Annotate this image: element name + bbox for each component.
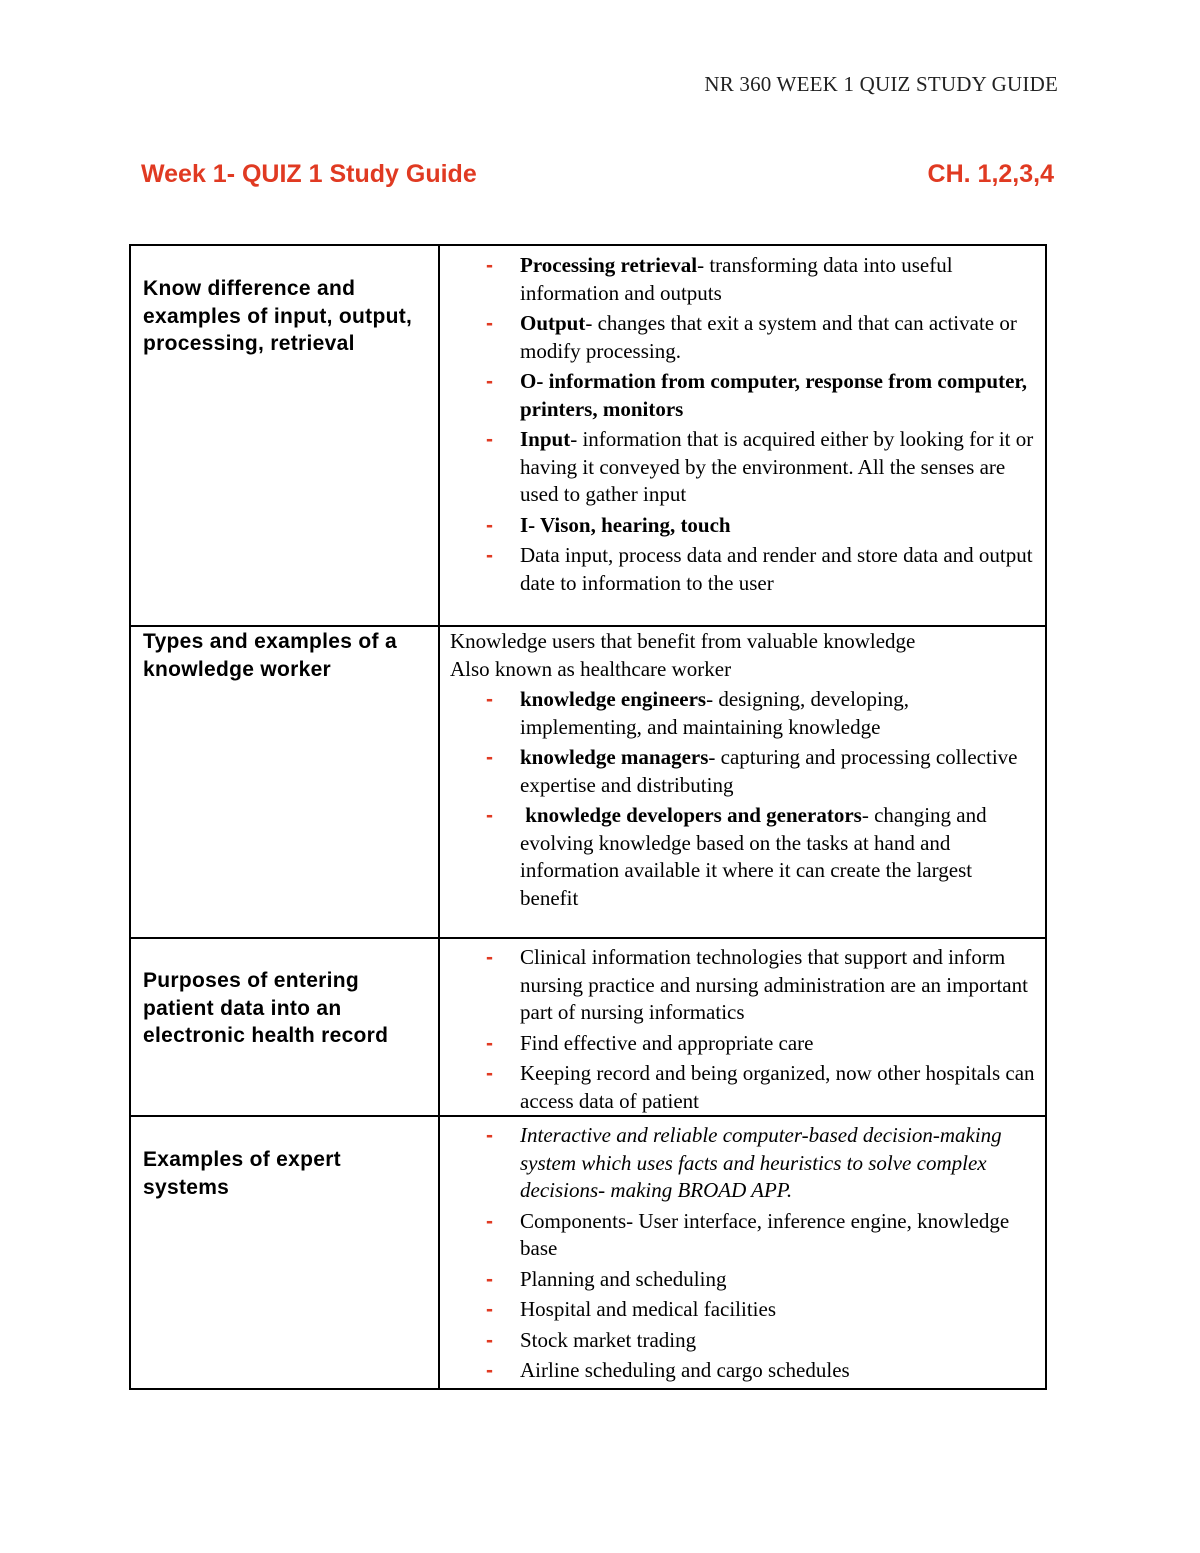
bullet-dash-icon: - [486,1209,493,1233]
notes-cell [439,626,1046,938]
notes-cell [439,1116,1046,1389]
list-item: - Data input, process data and render and store data and output date to information to the user [486,543,1033,595]
list-item: - Airline scheduling and cargo schedules [440,1357,1045,1385]
running-header: NR 360 WEEK 1 QUIZ STUDY GUIDE [704,72,1058,96]
list-item: - Output- changes that exit a system and that can activate or modify processing. [486,311,1017,363]
bullet-dash-icon: - [486,513,493,537]
topic-cell [130,245,439,626]
list-item: - Input- information that is acquired either by looking for it or having it conveyed by the environment. All the senses are used to gather input [486,427,1034,506]
list-item: - O- information from computer, response from computer, printers, monitors [486,369,1028,421]
list-item: - Planning and scheduling [440,1266,1045,1294]
bullet-dash-icon: - [486,804,493,827]
bullet-list [440,686,1045,912]
bullet-dash-icon: - [486,746,493,769]
table-row [130,1116,1046,1389]
intro-line: Knowledge users that benefit from valuable knowledge [450,629,916,653]
list-item: - Stock market trading [440,1327,1045,1355]
list-item: - Keeping record and being organized, now other hospitals can access data of patient [486,1061,1035,1113]
bullet-dash-icon: - [486,1062,493,1085]
bullet-dash-icon: - [486,1124,493,1147]
bullet-dash-icon: - [486,312,493,335]
chapter-range: CH. 1,2,3,4 [927,160,1054,188]
notes-cell [439,245,1046,626]
study-guide-table [129,244,1047,1390]
bullet-dash-icon: - [486,688,493,711]
bullet-list [440,252,1045,597]
bullet-dash-icon: - [486,1328,493,1352]
list-item: - Interactive and reliable computer-based decision-making system which uses facts and heuristics to solve complex decisions- making BROAD APP. [486,1123,1002,1202]
bullet-dash-icon: - [486,1298,493,1321]
bullet-dash-icon: - [486,1031,493,1055]
topic-cell [130,938,439,1116]
list-item: - knowledge engineers- designing, developing, implementing, and maintaining knowledge [486,687,910,739]
list-item: - Find effective and appropriate care [440,1030,1045,1058]
topic-label: Purposes of entering patient data into an electronic health record [143,969,389,1047]
topic-label: Know difference and examples of input, output, processing, retrieval [143,277,413,355]
list-item: - Processing retrieval- transforming data into useful information and outputs [486,253,953,305]
bullet-dash-icon: - [486,1267,493,1291]
table-row [130,245,1046,626]
bullet-dash-icon: - [486,1359,493,1382]
notes-cell [439,938,1046,1116]
list-item: - Hospital and medical facilities [440,1296,1045,1324]
list-item: - Components- User interface, inference engine, knowledge base [486,1208,1010,1260]
intro-line: Also known as healthcare worker [450,656,732,681]
bullet-dash-icon: - [486,946,493,969]
list-item: - knowledge managers- capturing and processing collective expertise and distributing [486,745,1018,797]
bullet-dash-icon: - [486,254,493,277]
table-row [130,938,1046,1116]
list-item: - I- Vison, hearing, touch [440,512,1045,540]
list-item: - Clinical information technologies that support and inform nursing practice and nursing administration are an important part of nursing informatics [486,945,1028,1024]
bullet-dash-icon: - [486,428,493,451]
bullet-dash-icon: - [486,370,493,393]
topic-label: Examples of expert systems [143,1148,341,1199]
list-item: - knowledge developers and generators- changing and evolving knowledge based on the tasks at hand and information available it where it can create the largest benefit [486,803,987,910]
topic-cell [130,1116,439,1389]
page-title: Week 1- QUIZ 1 Study Guide [141,160,477,188]
topic-label: Types and examples of a knowledge worker [143,630,397,681]
table-row [130,626,1046,938]
topic-cell [130,626,439,938]
bullet-list [440,1122,1045,1385]
bullet-list [440,944,1045,1115]
bullet-dash-icon: - [486,544,493,567]
